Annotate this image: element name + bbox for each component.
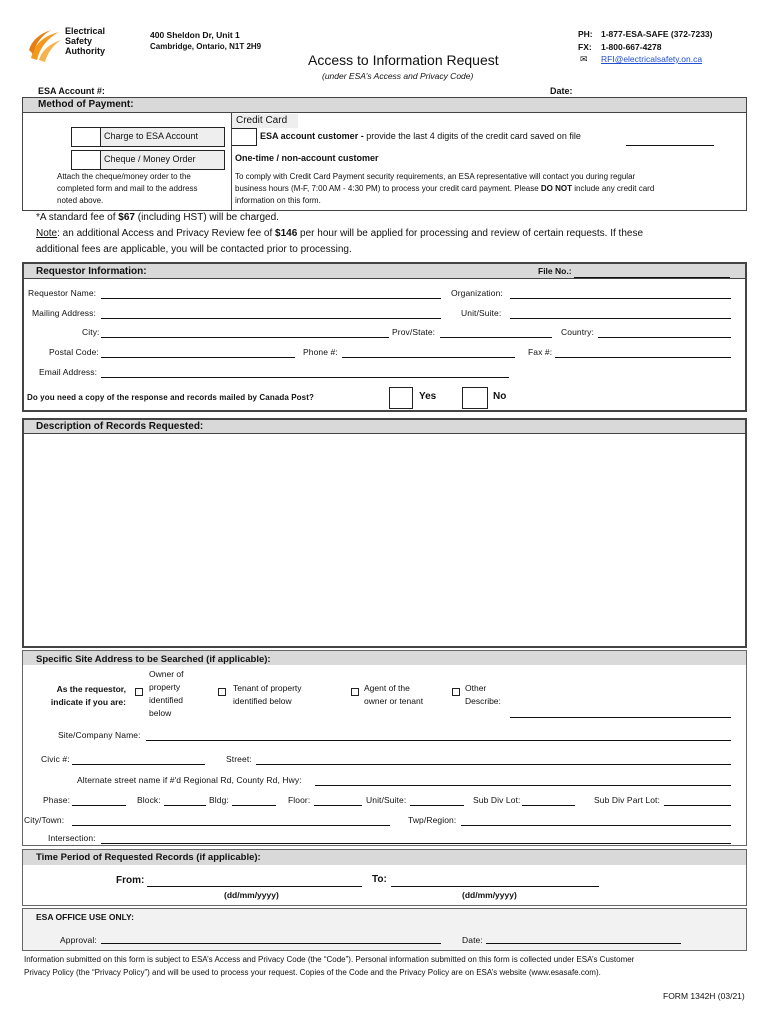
twp-region-label: Twp/Region: [408, 815, 457, 825]
prov-state-field[interactable] [440, 337, 552, 338]
site-unit-field[interactable] [410, 805, 464, 806]
subdiv-part-field[interactable] [664, 805, 731, 806]
mail-copy-yes-checkbox[interactable] [389, 387, 413, 409]
unit-suite-field[interactable] [510, 318, 731, 319]
phone-label: Phone #: [303, 347, 338, 357]
requestor-name-field[interactable] [101, 298, 441, 299]
other-label: Other Describe: [465, 683, 501, 706]
civic-field[interactable] [72, 764, 205, 765]
postal-code-label: Postal Code: [49, 347, 99, 357]
credit-card-label: Credit Card [236, 115, 288, 126]
subdiv-lot-field[interactable] [522, 805, 575, 806]
fee-line-2: Note: an additional Access and Privacy Review fee of $146 per hour will be applied for processing and review of certain requests. If these [36, 228, 644, 239]
approval-field[interactable] [101, 943, 441, 944]
tenant-checkbox[interactable] [218, 688, 226, 696]
as-requestor-label: As the requestor, indicate if you are: [50, 684, 126, 707]
phase-field[interactable] [72, 805, 126, 806]
fax-label: Fax #: [528, 347, 553, 357]
period-header: Time Period of Requested Records (if applicable): [36, 852, 261, 863]
from-label: From: [116, 875, 145, 886]
agent-checkbox[interactable] [351, 688, 359, 696]
onetime-note: To comply with Credit Card Payment security requirements, an ESA representative will contact you during regular business hours (M-F, 7:00 AM - 4:30 PM) to process your credit card payment. Please DO NOT include any credit card information on this form. [235, 172, 655, 205]
other-describe-field[interactable] [510, 717, 731, 718]
unit-suite-label: Unit/Suite: [461, 308, 502, 318]
cheque-note: Attach the cheque/money order to the completed form and mail to the address noted above. [57, 172, 198, 205]
site-company-label: Site/Company Name: [58, 730, 141, 740]
form-subtitle: (under ESA’s Access and Privacy Code) [322, 71, 474, 81]
email-field[interactable] [101, 377, 509, 378]
to-date-format: (dd/mm/yyyy) [462, 890, 517, 900]
fee-line-1: *A standard fee of $67 (including HST) will be charged. [36, 212, 279, 223]
floor-label: Floor: [288, 795, 311, 805]
phone-field[interactable] [342, 357, 515, 358]
contact-email-link[interactable]: RFI@electricalsafety.on.ca [601, 54, 703, 64]
prov-state-label: Prov/State: [392, 327, 436, 337]
office-date-field[interactable] [486, 943, 681, 944]
site-unit-label: Unit/Suite: [366, 795, 407, 805]
subdiv-part-label: Sub Div Part Lot: [594, 795, 660, 805]
requestor-name-label: Requestor Name: [28, 288, 97, 298]
twp-region-field[interactable] [461, 825, 731, 826]
postal-code-field[interactable] [101, 357, 295, 358]
subdiv-lot-label: Sub Div Lot: [473, 795, 521, 805]
city-label: City: [82, 327, 100, 337]
country-field[interactable] [598, 337, 731, 338]
agent-label: Agent of the owner or tenant [364, 683, 424, 706]
card-last4-field[interactable] [626, 145, 714, 146]
other-checkbox[interactable] [452, 688, 460, 696]
owner-checkbox[interactable] [135, 688, 143, 696]
contact-ph-value: 1-877-ESA-SAFE (372-7233) [601, 29, 713, 39]
block-field[interactable] [164, 805, 206, 806]
fax-field[interactable] [555, 357, 731, 358]
alt-street-field[interactable] [315, 785, 731, 786]
cheque-label: Cheque / Money Order [104, 154, 196, 164]
esa-account-label: ESA Account #: [38, 86, 105, 96]
onetime-label: One-time / non-account customer [235, 153, 379, 163]
block-label: Block: [137, 795, 161, 805]
charge-account-label: Charge to ESA Account [104, 131, 199, 141]
requestor-header: Requestor Information: [36, 266, 147, 277]
contact-fx-label: FX: [578, 42, 592, 52]
to-label: To: [372, 874, 387, 885]
records-description-area[interactable] [26, 436, 743, 646]
street-label: Street: [226, 754, 252, 764]
mail-copy-question: Do you need a copy of the response and records mailed by Canada Post? [27, 393, 314, 402]
floor-field[interactable] [314, 805, 362, 806]
privacy-notice: Information submitted on this form is subject to ESA’s Access and Privacy Code (the “Code”). Personal information submitted on this form is collected under ESA’s Customer Privacy Policy (the “Privacy Policy”) and will be used to process your request. Copies of the Code and the Privacy Policy are on ESA’s website (www.esasafe.com). [24, 955, 635, 977]
contact-ph-label: PH: [578, 29, 593, 39]
esa-logo-swoosh-icon [27, 28, 63, 64]
mail-copy-yes-label: Yes [419, 391, 437, 402]
city-field[interactable] [101, 337, 389, 338]
file-no-label: File No.: [538, 266, 572, 276]
site-city-label: City/Town: [24, 815, 65, 825]
records-header: Description of Records Requested: [36, 421, 204, 432]
form-number: FORM 1342H (03/21) [663, 991, 745, 1001]
site-header: Specific Site Address to be Searched (if applicable): [36, 654, 271, 665]
phase-label: Phase: [43, 795, 71, 805]
intersection-label: Intersection: [48, 833, 96, 843]
email-label: Email Address: [39, 367, 98, 377]
mail-copy-no-label: No [493, 391, 507, 402]
site-company-field[interactable] [146, 740, 731, 741]
email-icon: ✉ [580, 54, 588, 64]
logo-text-line3: Authority [65, 46, 105, 56]
organization-field[interactable] [510, 298, 731, 299]
contact-fx-value: 1-800-667-4278 [601, 42, 662, 52]
logo-text-line1: Electrical [65, 26, 106, 36]
logo-text-line2: Safety [65, 36, 93, 46]
to-date-field[interactable] [391, 886, 599, 887]
form-title: Access to Information Request [308, 52, 499, 68]
file-no-field[interactable] [574, 277, 730, 278]
owner-label: Owner of property identified below [149, 669, 184, 718]
site-section [22, 650, 747, 846]
esa-logo [27, 26, 137, 66]
intersection-field[interactable] [101, 843, 731, 844]
payment-header: Method of Payment: [38, 99, 134, 110]
cheque-checkbox[interactable] [71, 150, 101, 170]
mailing-address-label: Mailing Address: [32, 308, 96, 318]
organization-label: Organization: [451, 288, 503, 298]
mail-copy-no-checkbox[interactable] [462, 387, 488, 409]
mailing-address-field[interactable] [101, 318, 441, 319]
site-city-field[interactable] [72, 825, 390, 826]
civic-label: Civic #: [41, 754, 70, 764]
date-label: Date: [550, 86, 573, 96]
country-label: Country: [561, 327, 594, 337]
alt-street-label: Alternate street name if #'d Regional Rd, County Rd, Hwy: [77, 775, 302, 785]
office-header: ESA OFFICE USE ONLY: [36, 912, 134, 922]
tenant-label: Tenant of property identified below [233, 683, 302, 706]
fee-line-3: additional fees are applicable, you will be contacted prior to processing. [36, 244, 352, 255]
street-field[interactable] [256, 764, 731, 765]
esa-customer-checkbox[interactable] [232, 128, 257, 146]
bldg-label: Bldg: [209, 795, 229, 805]
charge-account-checkbox[interactable] [71, 127, 101, 147]
from-date-field[interactable] [147, 886, 362, 887]
org-address-1: 400 Sheldon Dr, Unit 1 [150, 30, 240, 40]
office-date-label: Date: [462, 935, 483, 945]
org-address-2: Cambridge, Ontario, N1T 2H9 [150, 42, 262, 51]
bldg-field[interactable] [232, 805, 276, 806]
esa-customer-text: ESA account customer - provide the last 4 digits of the credit card saved on file [260, 131, 581, 141]
approval-label: Approval: [60, 935, 97, 945]
from-date-format: (dd/mm/yyyy) [224, 890, 279, 900]
